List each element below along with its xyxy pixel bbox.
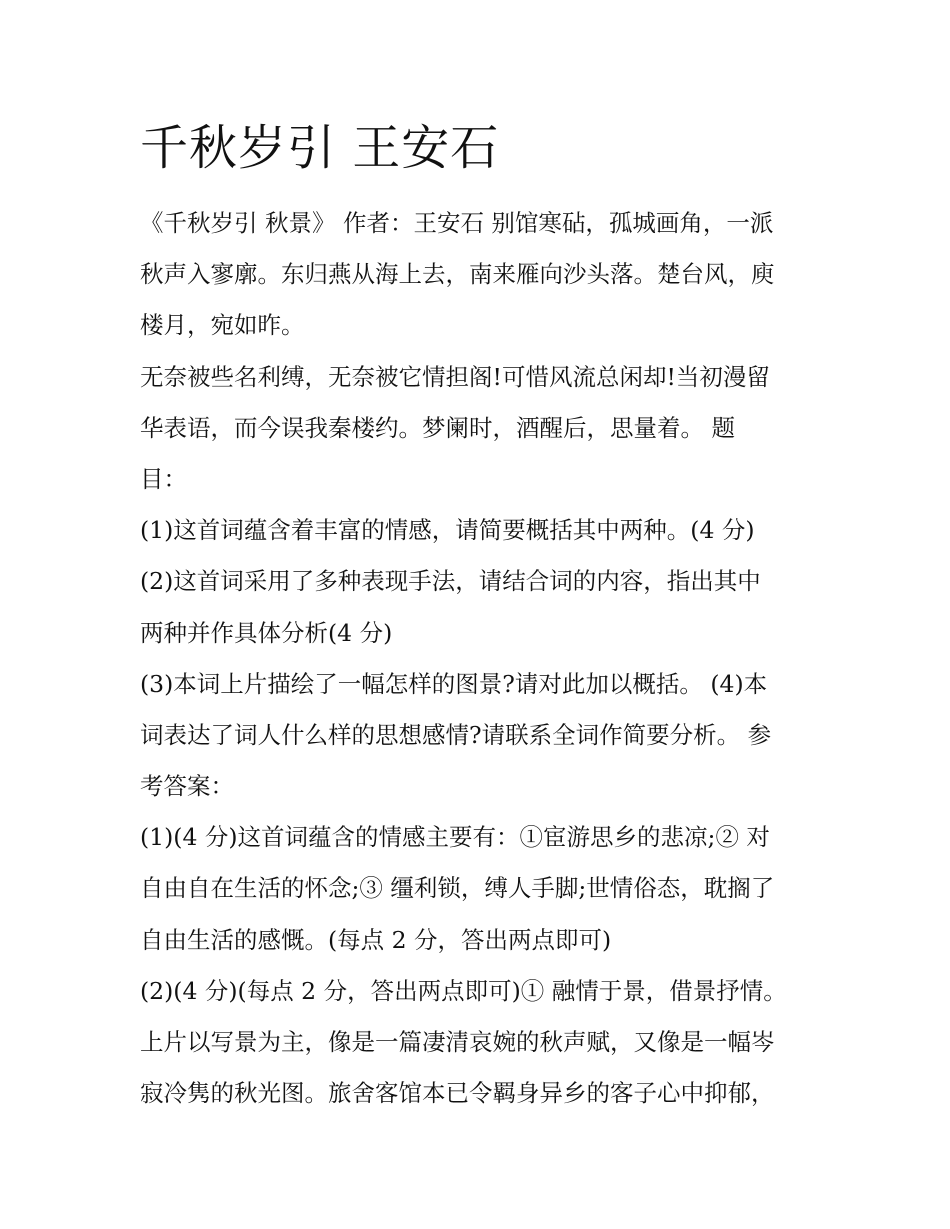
text-line: 无奈被些名利缚，无奈被它情担阁!可惜风流总闲却!当初漫留 (140, 362, 770, 391)
answer-2: (2)(4 分)(每点 2 分，答出两点即可)① 融情于景，借景抒情。 (140, 976, 787, 1005)
text-line: 楼月，宛如昨。 (140, 311, 305, 340)
text-line: 上片以写景为主，像是一篇凄清哀婉的秋声赋，又像是一幅岑 (140, 1028, 775, 1056)
text-line: 自由自在生活的怀念;③ 缰利锁，缚人手脚;世情俗态，耽搁了 (140, 874, 775, 903)
text-line: 考答案： (140, 772, 234, 801)
text-line: 秋声入寥廓。东归燕从海上去，南来雁向沙头落。楚台风，庾 (140, 260, 775, 289)
text-line: 词表达了词人什么样的思想感情?请联系全词作简要分析。 参 (140, 720, 772, 749)
question-2: (2)这首词采用了多种表现手法，请结合词的内容，指出其中 (140, 567, 761, 596)
document-title: 千秋岁引 王安石 (140, 120, 500, 176)
text-line: 自由生活的感慨。(每点 2 分，答出两点即可) (140, 925, 612, 954)
document-body (140, 198, 820, 1119)
text-line: 两种并作具体分析(4 分) (140, 618, 393, 647)
answer-1: (1)(4 分)这首词蕴含的情感主要有：①宦游思乡的悲凉;② 对 (140, 823, 770, 852)
text-line: 《千秋岁引 秋景》 作者：王安石 别馆寒砧，孤城画角，一派 (140, 209, 774, 237)
question-3: (3)本词上片描绘了一幅怎样的图景?请对此加以概括。 (4)本 (140, 669, 768, 698)
question-1: (1)这首词蕴含着丰富的情感，请简要概括其中两种。(4 分) (140, 516, 755, 545)
text-line: 华表语，而今误我秦楼约。梦阑时，酒醒后，思量着。 题 (140, 413, 735, 442)
text-line: 寂冷隽的秋光图。旅舍客馆本已令羁身异乡的客子心中抑郁， (140, 1079, 775, 1108)
text-line: 目： (140, 464, 187, 493)
